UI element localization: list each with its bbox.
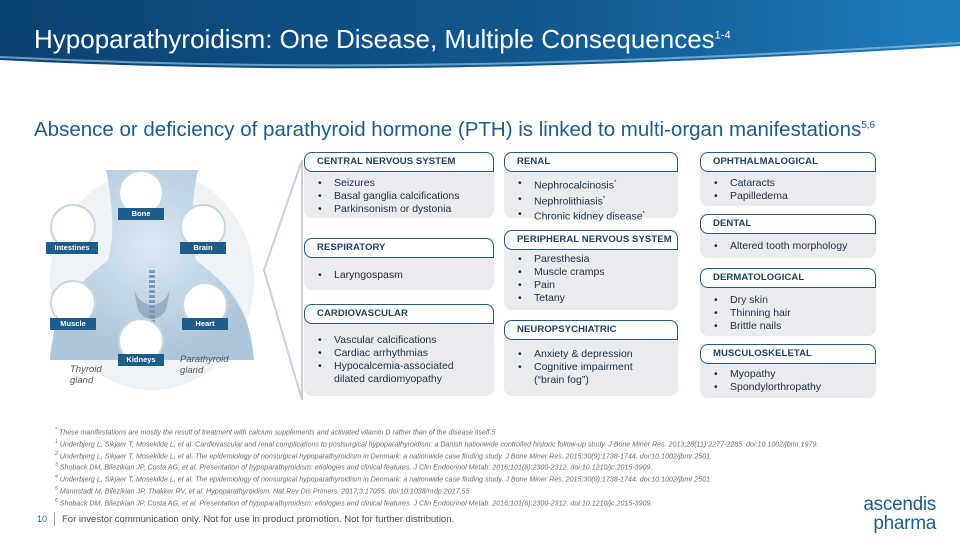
list-item: • Laryngospasm: [318, 269, 488, 282]
item-list: [700, 365, 876, 394]
footnote: $^2$ Underbjerg L, Sikjaer T, Mosekilde L, et al. The epidemiology of nonsurgical hypoparathyroidism in Denmark: a nationwide case finding study. J Bone Miner Res. 2015;30(9):1738-1744. doi:10.1002/jbmr.2501.: [55, 450, 713, 460]
footnote: * These manifestations are mostly the result of treatment with calcium supplements and activated vitamin D rather than of the disease itself.5: [55, 427, 496, 437]
list-item: • Spondylorthropathy: [714, 381, 870, 394]
card-title: DERMATOLOGICAL: [700, 268, 876, 288]
card-cardiovascular: [304, 304, 494, 396]
card-neuropsychiatric: [504, 320, 678, 396]
footnote: $^3$ Shoback DM, Bilezikian JP, Costa AG, et al. Presentation of hypoparathyroidism: etiologies and clinical features. J Clin Endocrinol Metab. 2016;101(6):2300-2312. doi:10.1210/jc.2015-3909.: [55, 462, 653, 472]
card-renal: [504, 152, 678, 223]
intestines-label: Intestines: [46, 242, 98, 254]
muscle-label: Muscle: [50, 318, 96, 330]
list-item-continuation: (“brain fog”): [534, 374, 589, 386]
item-list: [700, 291, 876, 333]
logo-line-2: pharma: [873, 513, 936, 534]
list-item: • Brittle nails: [714, 320, 870, 333]
card-dermatological: [700, 268, 876, 336]
item-list: [700, 174, 876, 203]
subtitle-reference: 5,6: [861, 120, 876, 132]
footnote: $^4$ Underbjerg L, Sikjaer T, Mosekilde L, et al. The epidemiology of nonsurgical hypoparathyroidism in Denmark: a nationwide case finding study. J Bone Miner Res. 2015;30(9):1738-1744. doi:10.1002/jbmr.2501.: [55, 474, 713, 484]
heart-label: Heart: [182, 318, 228, 330]
page-title: Hypoparathyroidism: One Disease, Multiple Consequences$^{1-4}$: [34, 24, 731, 54]
logo-line-1: ascendis: [863, 494, 936, 515]
list-item-continuation: dilated cardiomyopathy: [334, 373, 442, 385]
list-item: • Altered tooth morphology: [714, 240, 870, 253]
list-item: • Chronic kidney disease*: [518, 208, 672, 224]
list-item: • Papilledema: [714, 190, 870, 203]
card-title: RENAL: [504, 152, 678, 172]
card-title: DENTAL: [700, 214, 876, 234]
card-ophthalmalogical: [700, 152, 876, 206]
footnote: $^1$ Underbjerg L, Sikjaer T, Mosekilde L, et al. Cardiovascular and renal complications to postsurgical hypoparathyroidism: a Danish nationwide controlled historic follow-up study. J Bone Miner Res. 2013;28(11):2277-2285. doi:10.1002/jbmr.1979.: [55, 438, 819, 449]
list-item: • Cardiac arrhythmias: [318, 347, 488, 360]
list-item: • Nephrolithiasis*: [518, 193, 672, 209]
list-item: • Vascular calcifications: [318, 334, 488, 347]
company-logo: [836, 494, 936, 534]
subtitle: Absence or deficiency of parathyroid hormone (PTH) is linked to multi-organ manifestations$^{5,6}$: [34, 118, 876, 141]
card-musculoskeletal: [700, 344, 876, 398]
list-item: • Cataracts: [714, 177, 870, 190]
list-item: • Hypocalcemia-associated: [318, 360, 488, 373]
card-dental: [700, 214, 876, 258]
item-list: [504, 345, 678, 387]
list-item: • Nephrocalcinosis*: [518, 177, 672, 193]
card-title: PERIPHERAL NERVOUS SYSTEM: [504, 230, 678, 250]
list-item: • Pain: [518, 279, 672, 292]
item-list: [304, 266, 494, 282]
footer-divider: [54, 512, 55, 526]
list-item: • Anxiety & depression: [518, 348, 672, 361]
item-list: [504, 250, 678, 305]
card-title: RESPIRATORY: [304, 238, 494, 258]
card-title: CARDIOVASCULAR: [304, 304, 494, 324]
title-reference: 1-4: [714, 29, 731, 42]
card-title: MUSCULOSKELETAL: [700, 344, 876, 364]
card-title: CENTRAL NERVOUS SYSTEM: [304, 152, 494, 172]
footnotes: [55, 426, 915, 508]
connector-shape: [258, 160, 308, 400]
card-central-nervous-system: [304, 152, 494, 218]
item-list: [304, 174, 494, 216]
card-title: NEUROPSYCHIATRIC: [504, 320, 678, 340]
bone-label: Bone: [118, 208, 164, 220]
page-number: 10: [37, 514, 48, 524]
disclaimer: For investor communication only. Not for use in product promotion. Not for further distribution.: [62, 514, 455, 525]
list-item: • Myopathy: [714, 368, 870, 381]
card-respiratory: [304, 238, 494, 290]
card-peripheral-nervous-system: [504, 230, 678, 310]
list-item: • Cognitive impairment: [518, 361, 672, 374]
body-illustration: [44, 160, 276, 400]
list-item: • Paresthesia: [518, 253, 672, 266]
footnote: $^5$ Mannstadt M, Bilezikian JP, Thakker RV, et al. Hypoparathyroidism. Nat Rev Dis Primers. 2017;3:17055. doi:10.1038/nrdp.2017.55.: [55, 485, 472, 496]
list-item: • Muscle cramps: [518, 266, 672, 279]
parathyroid-gland-label: Parathyroid gland: [180, 354, 229, 376]
list-item: • Thinning hair: [714, 307, 870, 320]
list-item: • Seizures: [318, 177, 488, 190]
list-item: • Parkinsonism or dystonia: [318, 203, 488, 216]
item-list: [700, 237, 876, 253]
thyroid-gland-label: Thyroid gland: [70, 364, 102, 386]
list-item: • Dry skin: [714, 294, 870, 307]
header-banner: [0, 0, 960, 84]
list-item: • Basal ganglia calcifications: [318, 190, 488, 203]
item-list: [504, 174, 678, 224]
item-list: [304, 331, 494, 386]
list-item: • Tetany: [518, 292, 672, 305]
footnote: $^6$ Shoback DM, Bilezikian JP, Costa AG, et al. Presentation of hypoparathyroidism: etiologies and clinical features. J Clin Endocrinol Metab. 2016;101(6):2300-2312. doi:10.1210/jc.2015-3909.: [55, 497, 653, 507]
card-title: OPHTHALMALOGICAL: [700, 152, 876, 172]
brain-label: Brain: [180, 242, 226, 254]
kidneys-label: Kidneys: [118, 354, 164, 366]
